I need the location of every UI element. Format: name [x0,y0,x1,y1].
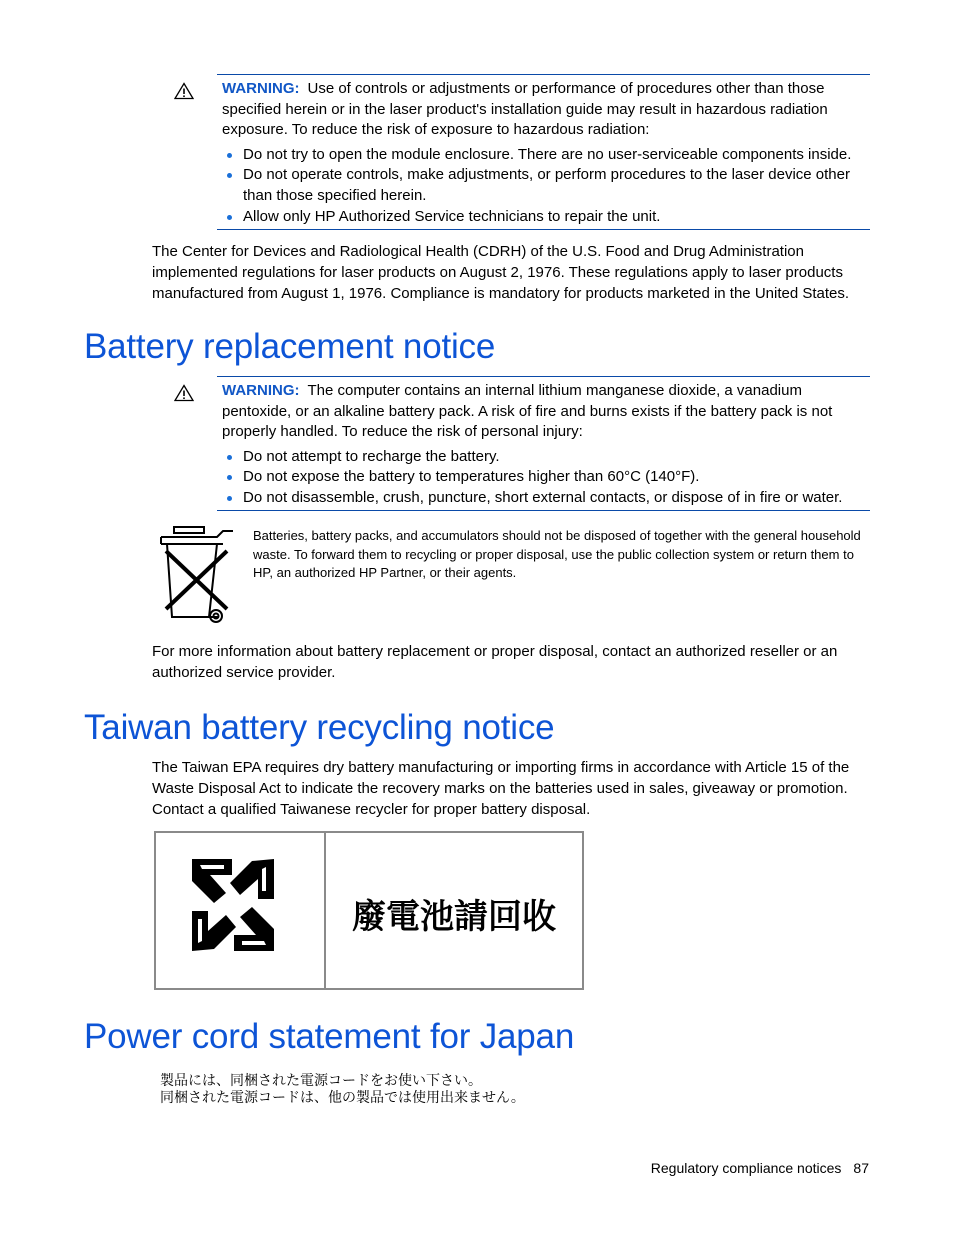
crossed-bin-icon [157,524,241,625]
list-item: Do not expose the battery to temperatures higher than 60°C (140°F). [222,467,870,488]
battery-warning-list [222,447,870,509]
recycle-arrows-icon [186,855,280,955]
cdrh-paragraph: The Center for Devices and Radiological Health (CDRH) of the U.S. Food and Drug Administration implemented regulations for laser products on August 2, 1976. These regulations apply to laser products manufactured from August 1, 1976. Compliance is mandatory for products marketed in the United States. [152,243,850,302]
list-item: Allow only HP Authorized Service technicians to repair the unit. [222,207,870,228]
warning-label: WARNING: [222,382,300,399]
taiwan-section-heading: Taiwan battery recycling notice [84,708,555,747]
laser-warning-box [217,74,870,230]
list-item: Do not try to open the module enclosure. There are no user-serviceable components inside. [222,145,870,166]
disposal-text: Batteries, battery packs, and accumulators should not be disposed of together with the general household waste. To forward them to recycling or proper disposal, use the public collection system or return them to HP, an authorized HP Partner, or their agents. [253,528,861,581]
page-number: 87 [853,1160,869,1176]
list-item: Do not operate controls, make adjustments, or perform procedures to the laser device other than those specified herein. [222,165,870,206]
recycle-label: 廢電池請回收 [352,897,556,937]
warning-triangle-icon [174,384,194,402]
japan-line-1: 製品には、同梱された電源コードをお使い下さい。 [160,1073,482,1089]
taiwan-paragraph: The Taiwan EPA requires dry battery manufacturing or importing firms in accordance with Article 15 of the Waste Disposal Act to indicate the recovery marks on the batteries used in sales, giveaway or promotion. Contact a qualified Taiwanese recycler for proper battery disposal. [152,759,850,818]
japan-section-heading: Power cord statement for Japan [84,1017,575,1056]
battery-more-info: For more information about battery replacement or proper disposal, contact an authorized reseller or an authorized service provider. [152,643,838,681]
footer-title: Regulatory compliance notices [650,1160,842,1176]
laser-warning-text: WARNING: Use of controls or adjustments or performance of procedures other than those specified herein or in the laser product's installation guide may result in hazardous radiation exposure. To reduce the risk of exposure to hazardous radiation: [222,80,828,139]
page-footer [651,1158,869,1178]
battery-warning-box [217,376,870,511]
list-item: Do not disassemble, crush, puncture, short external contacts, or dispose of in fire or water. [222,488,870,509]
warning-label: WARNING: [222,80,300,97]
warning-triangle-icon [174,82,194,100]
japan-line-2: 同梱された電源コードは、他の製品では使用出来ません。 [160,1090,525,1106]
laser-warning-list [222,145,870,227]
recycle-divider [324,833,326,988]
taiwan-recycle-mark [154,831,584,990]
battery-section-heading: Battery replacement notice [84,327,496,366]
list-item: Do not attempt to recharge the battery. [222,447,870,468]
battery-warning-text: WARNING: The computer contains an internal lithium manganese dioxide, a vanadium pentoxide, or an alkaline battery pack. A risk of fire and burns exists if the battery pack is not properly handled. To reduce the risk of personal injury: [222,382,833,441]
